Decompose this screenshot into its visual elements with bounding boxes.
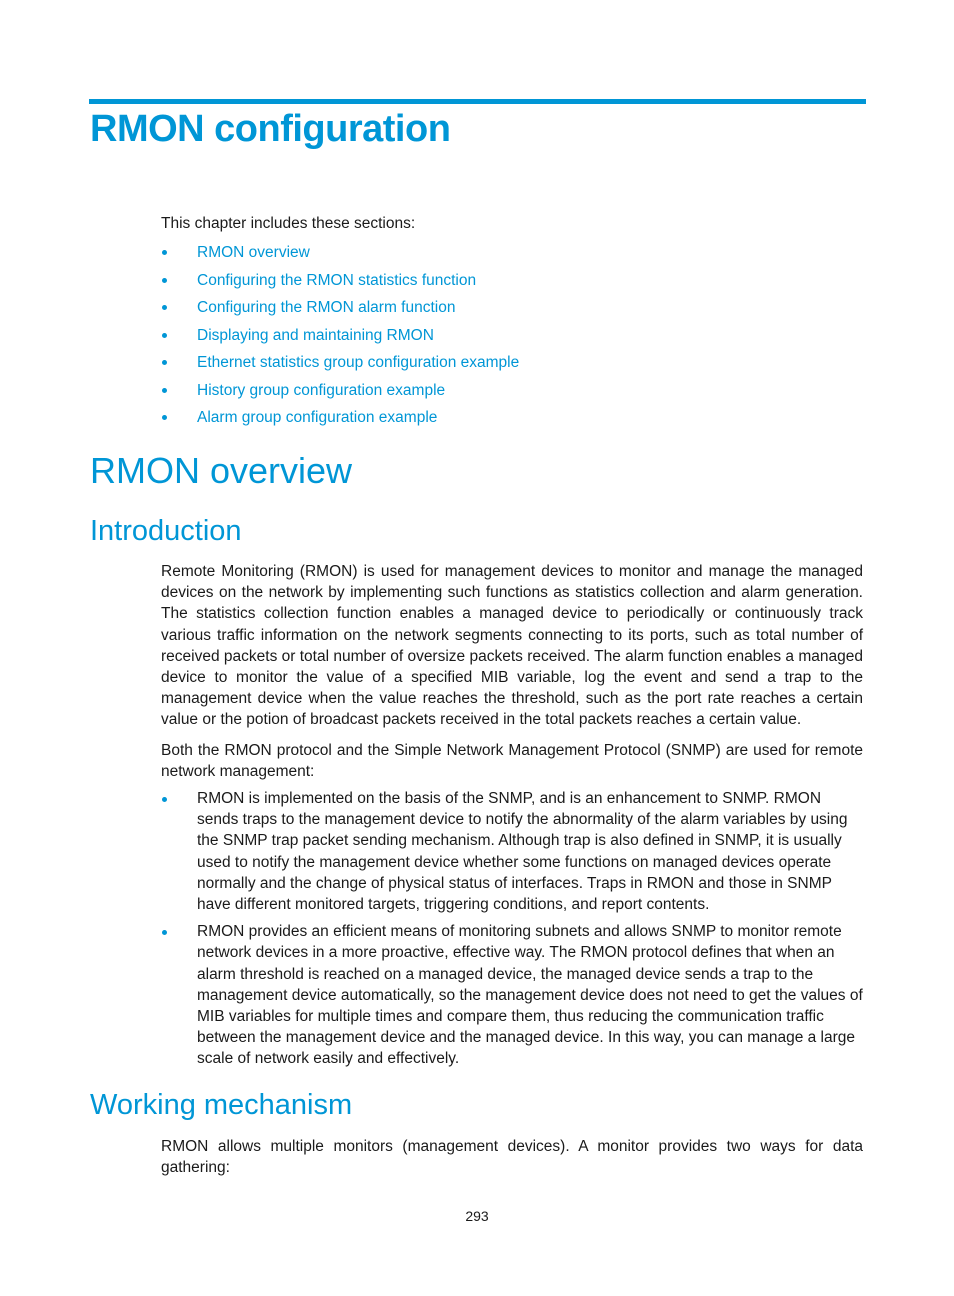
toc-item: [161, 351, 519, 379]
page-number: 293: [465, 1208, 489, 1224]
introduction-paragraph-1: Remote Monitoring (RMON) is used for management devices to monitor and manage the managed devices on the network by implementing such functions as statistics collection and alarm generation. The statistics collection function enables a managed device to periodically or continuously track various traffic information on the network segments connecting to its ports, such as total number of received packets or total number of oversize packets received. The alarm function enables a managed device to monitor the value of a specified MIB variable, log the event and send a trap to the management device when the value reaches the threshold, such as the port rate reaches a certain value or the potion of broadcast packets received in the total packets reaches a certain value.: [161, 563, 863, 729]
toc-link-statistics-function[interactable]: Configuring the RMON statistics function: [197, 271, 477, 289]
bullet-icon: [162, 930, 167, 935]
list-item-text: RMON is implemented on the basis of the SNMP, and is an enhancement to SNMP. RMON sends traps to the management device to notify the abnormality of the alarm variables by using the SNMP trap packet sending mechanism. Although trap is also defined in SNMP, it is usually used to notify the management device whether some functions on managed devices operate normally and the change of physical status of interfaces. Traps in RMON and those in SNMP have different monitored targets, triggering conditions, and report contents.: [197, 790, 848, 914]
toc-link-alarm-group-example[interactable]: Alarm group configuration example: [197, 409, 438, 426]
bullet-icon: [162, 305, 167, 310]
toc-item: [161, 296, 519, 324]
toc-link-history-group-example[interactable]: History group configuration example: [197, 381, 446, 399]
list-item: [161, 921, 863, 1069]
toc-intro: This chapter includes these sections:: [161, 215, 416, 232]
toc-link-rmon-overview[interactable]: RMON overview: [197, 244, 310, 261]
bullet-icon: [162, 278, 167, 283]
toc-item: [161, 406, 519, 434]
toc-item: [161, 324, 519, 352]
section-heading-rmon-overview: RMON overview: [90, 450, 353, 491]
subsection-heading-working-mechanism: Working mechanism: [90, 1089, 353, 1121]
chapter-top-rule: [89, 99, 866, 104]
list-item-text: RMON provides an efficient means of monitoring subnets and allows SNMP to monitor remote network devices in a more proactive, effective way. The RMON protocol defines that when an alarm threshold is reached on a managed device, the managed device sends a trap to the management device automatically, so the management device does not need to get the values of MIB variables for multiple times and compare them, thus reducing the communication traffic between the management device and the managed device. In this way, you can manage a large scale of network easily and effectively.: [197, 923, 863, 1068]
bullet-icon: [162, 388, 167, 393]
bullet-icon: [162, 797, 167, 802]
subsection-heading-introduction: Introduction: [90, 515, 242, 547]
list-item: [161, 788, 863, 915]
chapter-title: RMON configuration: [90, 108, 451, 150]
bullet-icon: [162, 250, 167, 255]
toc-item: [161, 269, 519, 297]
working-mechanism-paragraph: RMON allows multiple monitors (management devices). A monitor provides two ways for data gathering:: [161, 1138, 863, 1177]
toc-link-ethernet-statistics-example[interactable]: Ethernet statistics group configuration example: [197, 354, 520, 371]
bullet-icon: [162, 333, 167, 338]
introduction-bullet-list: [161, 788, 863, 1076]
bullet-icon: [162, 415, 167, 420]
toc-list: [161, 241, 519, 434]
toc-link-alarm-function[interactable]: Configuring the RMON alarm function: [197, 299, 456, 316]
introduction-paragraph-2: Both the RMON protocol and the Simple Network Management Protocol (SNMP) are used for remote network management:: [161, 742, 863, 781]
toc-item: [161, 379, 519, 407]
bullet-icon: [162, 360, 167, 365]
toc-item: [161, 241, 519, 269]
toc-link-displaying-maintaining[interactable]: Displaying and maintaining RMON: [197, 326, 434, 344]
